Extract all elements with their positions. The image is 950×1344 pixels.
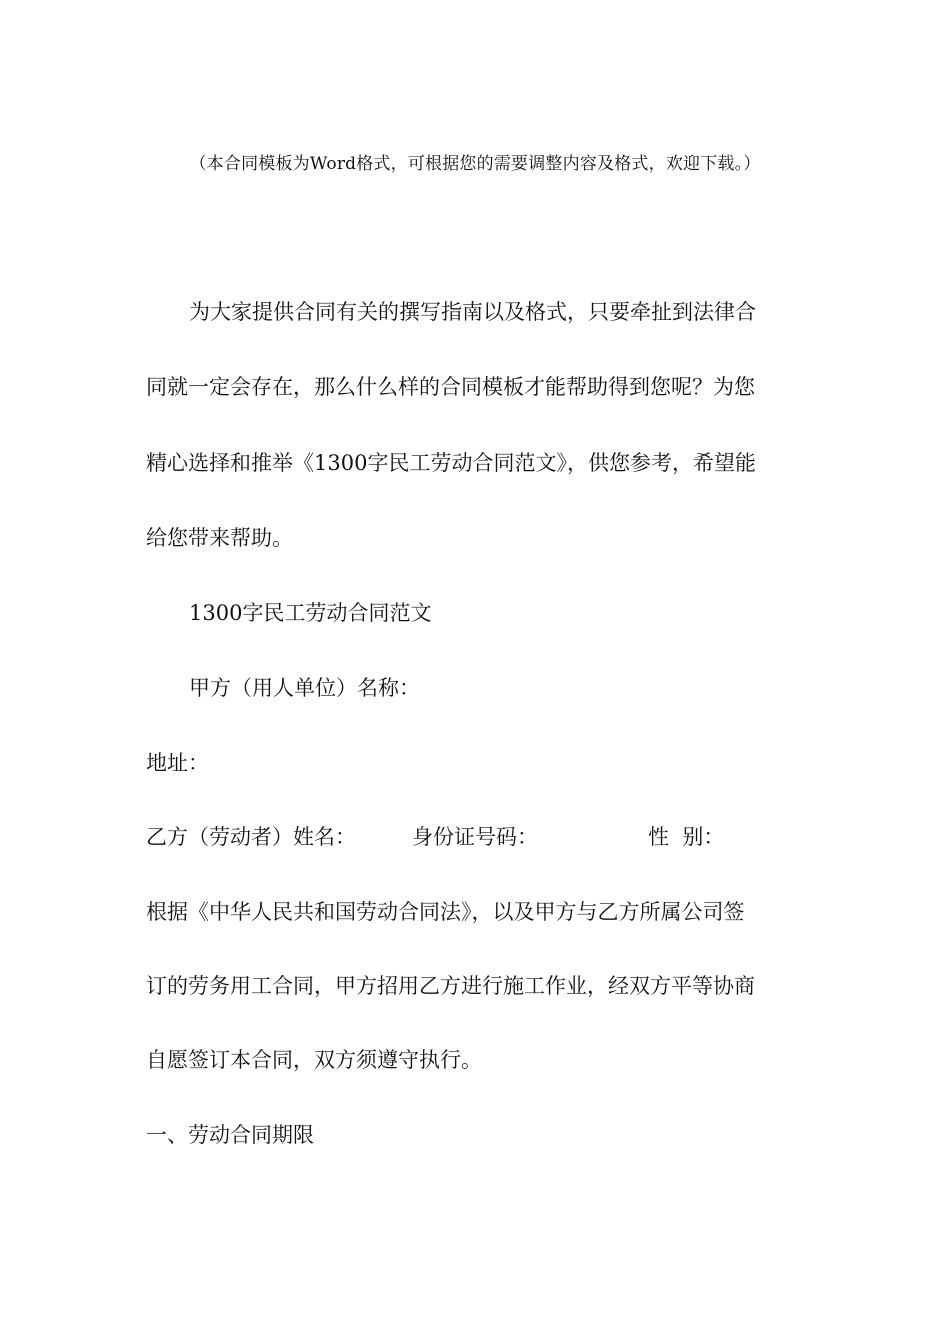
preamble-line-3: 自愿签订本合同，双方须遵守执行。: [146, 1048, 482, 1072]
intro-line-1: 为大家提供合同有关的撰写指南以及格式，只要牵扯到法律合: [189, 300, 756, 324]
intro-line-3: 精心选择和推举《1300字民工劳动合同范文》，供您参考，希望能: [146, 451, 756, 475]
intro-line-4: 给您带来帮助。: [146, 526, 293, 550]
section-1-heading: 一、劳动合同期限: [146, 1123, 314, 1147]
preamble-line-1: 根据《中华人民共和国劳动合同法》，以及甲方与乙方所属公司签: [146, 900, 745, 924]
party-b-gender-label: 性 别：: [648, 825, 725, 849]
party-a-address-label: 地址：: [146, 751, 209, 775]
party-b-row: [146, 822, 806, 852]
party-b-id-label: 身份证号码：: [412, 825, 538, 849]
intro-line-2: 同就一定会存在，那么什么样的合同模板才能帮助得到您呢？为您: [146, 375, 755, 399]
contract-title: 1300字民工劳动合同范文: [189, 601, 432, 625]
party-a-name-label: 甲方（用人单位）名称：: [189, 676, 420, 700]
preamble-line-2: 订的劳务用工合同，甲方招用乙方进行施工作业，经双方平等协商: [146, 974, 755, 998]
template-notice: （本合同模板为Word格式，可根据您的需要调整内容及格式，欢迎下载。）: [189, 154, 761, 174]
party-b-name-label: 乙方（劳动者）姓名：: [146, 825, 356, 849]
